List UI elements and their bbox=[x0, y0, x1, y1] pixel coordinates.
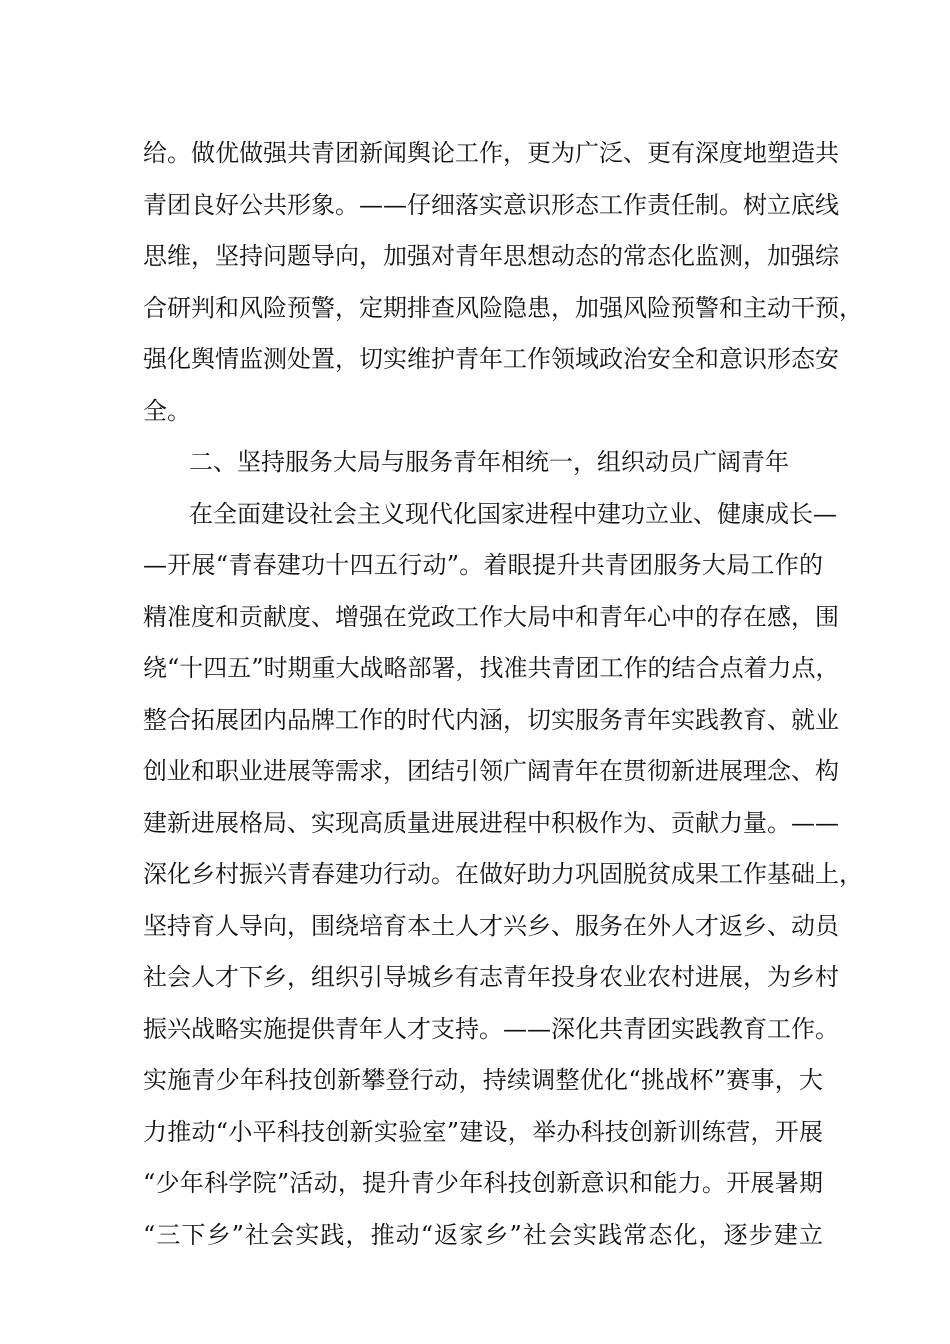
body-line: “三下乡”社会实践，推动“返家乡”社会实践常态化，逐步建立 bbox=[143, 1220, 823, 1249]
body-line: 创业和职业进展等需求，团结引领广阔青年在贯彻新进展理念、构 bbox=[143, 757, 839, 785]
body-line: 实施青少年科技创新攀登行动，持续调整优化“挑战杯”赛事，大 bbox=[143, 1066, 823, 1094]
body-line: —开展“青春建功十四五行动”。着眼提升共青团服务大局工作的 bbox=[143, 551, 823, 579]
body-line: “少年科学院”活动，提升青少年科技创新意识和能力。开展暑期 bbox=[143, 1169, 823, 1197]
section-heading: 二、坚持服务大局与服务青年相统一，组织动员广阔青年 bbox=[189, 448, 789, 476]
body-line: 给。做优做强共青团新闻舆论工作，更为广泛、更有深度地塑造共 bbox=[143, 139, 839, 167]
body-line: 建新进展格局、实现高质量进展进程中积极作为、贡献力量。—— bbox=[143, 808, 839, 837]
body-line: 绕“十四五”时期重大战略部署，找准共青团工作的结合点着力点， bbox=[143, 654, 840, 682]
body-line: 精准度和贡献度、增强在党政工作大局中和青年心中的存在感，围 bbox=[143, 602, 839, 631]
body-line: 深化乡村振兴青春建功行动。在做好助力巩固脱贫成果工作基础上， bbox=[143, 860, 863, 888]
body-line: 整合拓展团内品牌工作的时代内涵，切实服务青年实践教育、就业 bbox=[143, 705, 839, 734]
body-line: 全。 bbox=[143, 396, 191, 425]
body-line: 强化舆情监测处置，切实维护青年工作领域政治安全和意识形态安 bbox=[143, 345, 839, 373]
body-line: 青团良好公共形象。——仔细落实意识形态工作责任制。树立底线 bbox=[143, 190, 839, 219]
document-body bbox=[143, 128, 863, 1261]
body-line: 振兴战略实施提供青年人才支持。——深化共青团实践教育工作。 bbox=[143, 1014, 839, 1043]
body-line: 坚持育人导向，围绕培育本土人才兴乡、服务在外人才返乡、动员 bbox=[143, 911, 839, 940]
body-line: 力推动“小平科技创新实验室”建设，举办科技创新训练营，开展 bbox=[143, 1117, 823, 1146]
body-line: 思维，坚持问题导向，加强对青年思想动态的常态化监测，加强综 bbox=[143, 242, 839, 270]
body-line: 在全面建设社会主义现代化国家进程中建功立业、健康成长— bbox=[189, 499, 837, 528]
body-line: 合研判和风险预警，定期排查风险隐患，加强风险预警和主动干预， bbox=[143, 293, 863, 322]
body-line: 社会人才下乡，组织引导城乡有志青年投身农业农村进展，为乡村 bbox=[143, 963, 839, 991]
